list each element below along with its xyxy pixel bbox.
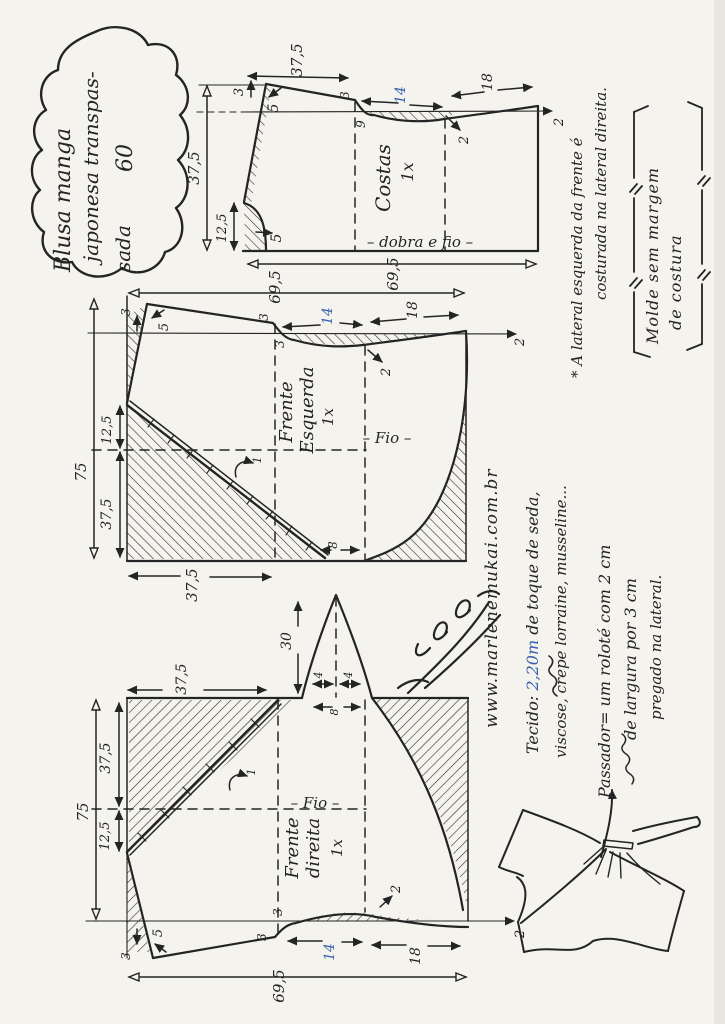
scan-edge-shade bbox=[714, 0, 725, 1024]
molde-note-line2: de costura bbox=[666, 234, 685, 330]
dir-name1: Frente bbox=[282, 817, 303, 879]
esq-neck-b: 3 bbox=[273, 340, 287, 348]
esq-name1: Frente bbox=[276, 381, 297, 443]
esq-name2: Esquerda bbox=[297, 366, 318, 454]
dir-slope-label: 5 bbox=[151, 928, 166, 938]
costas-18-label: 18 bbox=[480, 73, 496, 91]
esq-hem-label: 37,5 bbox=[183, 568, 201, 602]
side-note-line1: * A lateral esquerda da frente é bbox=[568, 137, 586, 378]
dir-mark-label: 1 bbox=[245, 768, 258, 776]
dir-name2: direita bbox=[303, 817, 324, 879]
dir-rise-label: 3 bbox=[119, 952, 133, 960]
costas-hem-label: 5 bbox=[269, 233, 285, 243]
loop-note-line2: de largura por 3 cm bbox=[621, 578, 640, 740]
fabric-label: Tecido: bbox=[523, 690, 542, 754]
website-text: www.marlenemukai.com.br bbox=[482, 468, 502, 728]
dir-dim-total-label: 75 bbox=[74, 802, 92, 822]
title-line2: japonesa transpas- bbox=[79, 71, 103, 262]
esq-dim-lower-label: 37,5 bbox=[99, 498, 115, 530]
dir-dim-lower-label: 12,5 bbox=[98, 821, 113, 851]
dir-dim-width-label: 69,5 bbox=[270, 969, 288, 1003]
dir-tie-a-label: 4 bbox=[312, 671, 325, 679]
costas-14-label: 14 bbox=[393, 86, 409, 104]
esq-mark-label: 1 bbox=[251, 456, 264, 464]
molde-note-line1: Molde sem margem bbox=[643, 166, 662, 344]
dir-neck-b: 3 bbox=[255, 933, 269, 941]
costas-neck-b: 9 bbox=[354, 120, 368, 128]
esq-slope-label: 5 bbox=[157, 322, 172, 332]
esq-dip-label: 2 bbox=[379, 367, 394, 377]
side-note-line2: costurada na lateral direita. bbox=[592, 87, 610, 300]
dir-dim-upper-label: 37,5 bbox=[98, 742, 114, 774]
esq-grain-label: – Fio – bbox=[362, 429, 412, 447]
dir-qty: 1x bbox=[328, 838, 346, 858]
costas-fold-label: – dobra e fio – bbox=[366, 233, 474, 251]
fabric-note-line1 bbox=[523, 491, 542, 754]
costas-dim-top-label: 37,5 bbox=[288, 43, 306, 77]
costas-qty: 1x bbox=[398, 162, 417, 182]
costas-dim-side-label: 37,5 bbox=[185, 151, 203, 185]
dir-edge-label: 2 bbox=[513, 929, 528, 939]
esq-dim-upper-label: 12,5 bbox=[100, 415, 115, 445]
fabric-amount: 2,20m bbox=[523, 639, 542, 691]
esq-14-label: 14 bbox=[320, 307, 336, 325]
title-line1: Blusa manga bbox=[51, 127, 76, 272]
costas-name: Costas bbox=[371, 144, 395, 212]
dir-dip-label: 2 bbox=[389, 884, 404, 894]
costas-edge-label: 2 bbox=[552, 117, 567, 127]
costas-dim-width-label: 69,5 bbox=[384, 257, 402, 291]
esq-rise-label: 3 bbox=[119, 308, 133, 316]
fabric-rest: de toque de seda, bbox=[523, 491, 542, 640]
costas-dim-hip-label: 12,5 bbox=[215, 213, 230, 243]
dir-top-dim-label: 37,5 bbox=[174, 663, 190, 695]
dir-grain-label: – Fio – bbox=[290, 794, 340, 812]
esq-dim-total-label: 75 bbox=[72, 462, 90, 482]
loop-note-line1: Passador= um roloté com 2 cm bbox=[595, 544, 614, 798]
esq-neck-a: 3 bbox=[257, 313, 271, 321]
title-size: 60 bbox=[113, 144, 138, 172]
costas-slope-label: 5 bbox=[266, 103, 282, 113]
title-line3: sada bbox=[111, 225, 135, 272]
costas-neck-a: 3 bbox=[338, 91, 352, 99]
esq-dim-width-label: 69,5 bbox=[266, 270, 284, 304]
fabric-note-line2: viscose, crepe lorraine, musseline... bbox=[552, 485, 570, 758]
dir-tie-base-label: 8 bbox=[328, 708, 341, 716]
loop-note-line3: pregado na lateral. bbox=[647, 574, 665, 720]
esq-gap-label: 8 bbox=[326, 541, 340, 549]
esq-qty: 1x bbox=[319, 407, 337, 427]
dir-18-label: 18 bbox=[408, 947, 424, 965]
dir-neck-a: 3 bbox=[271, 908, 285, 916]
dir-14-label: 14 bbox=[322, 943, 338, 961]
esq-edge-label: 2 bbox=[513, 337, 528, 347]
costas-hem-arrow bbox=[256, 232, 272, 233]
esq-18-label: 18 bbox=[405, 301, 421, 319]
dir-tie-h-label: 30 bbox=[279, 632, 295, 650]
costas-rise-label: 3 bbox=[232, 87, 247, 97]
dir-tie-b-label: 4 bbox=[342, 671, 355, 679]
costas-dip-label: 2 bbox=[457, 135, 472, 145]
